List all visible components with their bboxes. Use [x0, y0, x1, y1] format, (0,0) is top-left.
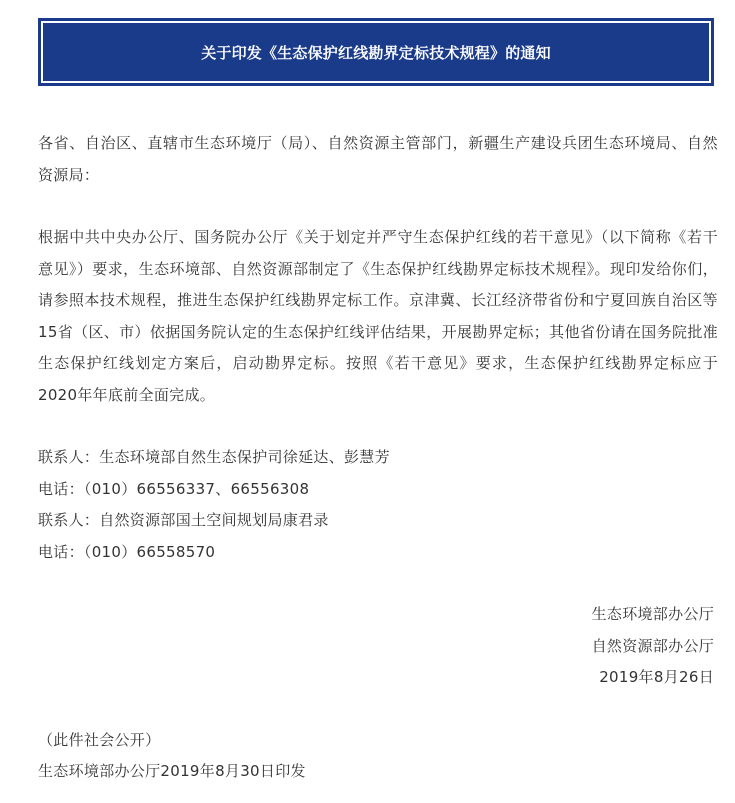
- spacer: [38, 411, 718, 442]
- contact-line: 电话：（010）66556337、66556308: [38, 479, 310, 498]
- document-body: [38, 128, 718, 788]
- spacer: [38, 568, 718, 599]
- document-title: 关于印发《生态保护红线勘界定标技术规程》的通知: [201, 43, 551, 62]
- contact-line: 联系人：生态环境部自然生态保护司徐延达、彭慧芳: [38, 448, 390, 466]
- addressee: 各省、自治区、直辖市生态环境厅（局）、自然资源主管部门，新疆生产建设兵团生态环境局、自然资源局：: [38, 134, 718, 184]
- contact-line: 联系人：自然资源部国土空间规划局康君录: [38, 511, 329, 529]
- signature-org-2: 自然资源部办公厅: [591, 636, 714, 655]
- spacer: [38, 191, 718, 222]
- signature-org-1: 生态环境部办公厅: [591, 605, 714, 623]
- signature-date: 2019年8月26日: [599, 668, 714, 686]
- main-paragraph: 根据中共中央办公厅、国务院办公厅《关于划定并严守生态保护红线的若干意见》（以下简称《若干意见》）要求，生态环境部、自然资源部制定了《生态保护红线勘界定标技术规程》。现印发给你们，请参照本技术规程，推进生态保护红线勘界定标工作。京津冀、长江经济带省份和宁夏回族自治区等15省（区、市）依据国务院认定的生态保护红线评估结果，开展勘界定标；其他省份请在国务院批准生态保护红线划定方案后，启动勘界定标。按照《若干意见》要求，生态保护红线勘界定标应于2020年年底前全面完成。: [38, 228, 718, 404]
- spacer: [38, 694, 718, 725]
- contact-line: 电话：（010）66558570: [38, 542, 216, 561]
- title-banner: [38, 18, 714, 86]
- issue-note: 生态环境部办公厅2019年8月30日印发: [38, 762, 306, 780]
- disclosure-note: （此件社会公开）: [38, 730, 161, 749]
- title-frame: [41, 21, 711, 83]
